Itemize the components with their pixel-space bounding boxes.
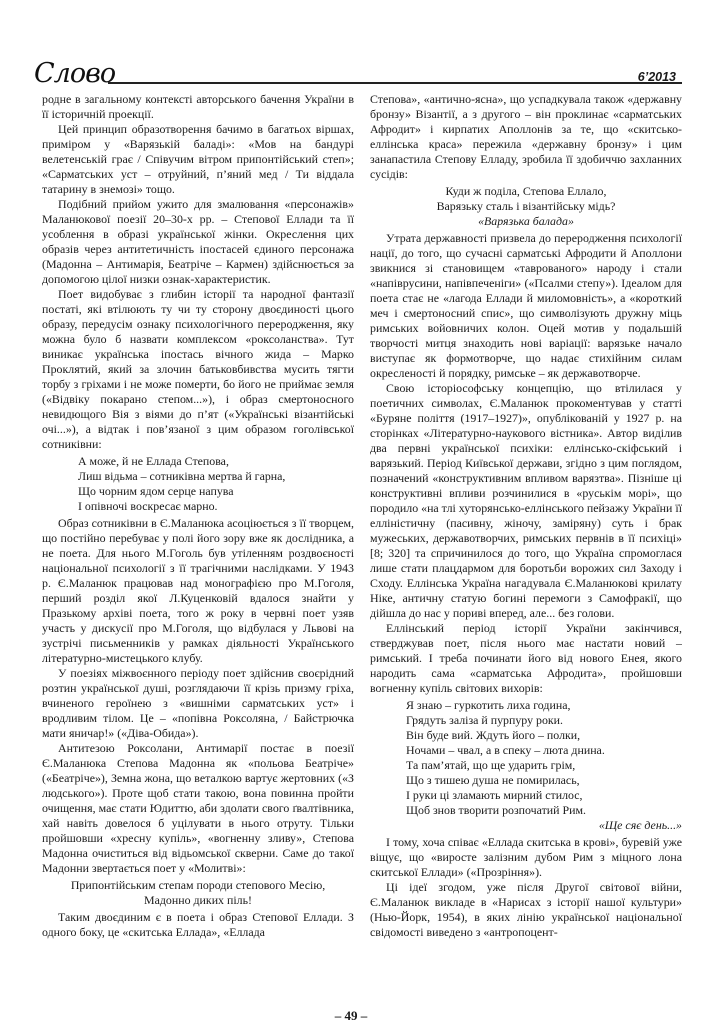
verse-line: А може, й не Еллада Степова, (78, 454, 229, 468)
verse-line: Ночами – чвал, а в спеку – люта днина. (406, 743, 605, 757)
paragraph: Поет видобуває з глибин історії та народної фантазії постаті, які втілюють ту чи ту сторону двоєдиності цього образу, передусім ознаку психологічного переродження, яку можна було б назвати комплексом «роксоланства». Тут виникає українська іпостась вічного жида – Марко Проклятий, який за злочин батьковбивства мусить тягти торбу з гріхами і не може померти, бо його не приймає земля («Відвіку покарано степом...»), і образ смертоносного невидющого Вія з віями до п’ят («Українські візантійські очі...»), а відтак і пов’язаної з цим образом гоголівської сотниківни: (42, 287, 354, 451)
page-header (30, 58, 682, 88)
verse-line: Щоб знов творити розпочатий Рим. (406, 803, 586, 817)
left-column (42, 92, 354, 992)
verse-quote (42, 454, 354, 514)
verse-line: І руки ці зламають мирний стилос, (406, 788, 583, 802)
page-number: – 49 – (334, 1008, 368, 1023)
paragraph: Степова», «антично-ясна», що успадкувала також «державну бронзу» Візантії, а з другого – він проклинає «сарматських Афродит» і кирпатих Аполлонів за те, що «скитсько-еллінська краса» пережила «державну бронзу» і цим занапастила Степову Елладу, зробила її здобиччю захланних сусідів: (370, 92, 682, 181)
verse-line: Грядуть заліза й пурпуру роки. (406, 713, 563, 727)
paragraph: Еллінський період історії України закінчився, стверджував поет, після нього має настати новий – римський. І треба починати його від нового Енея, якого народить сама «сарматська Афродита», пройшовши вогненну купіль світових вихорів: (370, 621, 682, 695)
issue-number: 6’2013 (637, 70, 676, 84)
paragraph: Таким двоєдиним є в поета і образ Степової Еллади. З одного боку, це «скитська Еллада», «Еллада (42, 910, 354, 939)
right-column (370, 92, 682, 992)
paragraph: Антитезою Роксолани, Антимарії постає в поезії Є.Маланюка Степова Мадонна як «польова Беатріче» («Беатріче»), Земна жона, що веталкою вартує жертовних («З людського»). Проте щоб стати такою, вона повинна пройти очищення, має стати Юдиттю, аби здолати свого ґвалтівника, хай навіть довелося б уцілувати в нього отруту. Тільки пройшовши «хресну купіль», «вогненну зливу», Степова Мадонна очиститься від відьомської скверни. Саме до такої Мадонни звертається поет у «Молитві»: (42, 741, 354, 875)
paragraph: Образ сотниківни в Є.Маланюка асоціюється з її творцем, що постійно перебуває у полі його зору вже як дослідника, а не поета. Для нього М.Гоголь був утіленням роздвоєності національної психології з її трагічними наслідками. У 1943 р. Є.Маланюк працював над монографією про М.Гоголя, перший розділ якої Л.Куценковій вдалося знайти у Празькому архіві поета, того ж року в червні поет узяв участь у дискусії про М.Гоголя, що відбулася у Львові на зустрічі письменників у рамках діяльності Українського літературно-мистецького клубу. (42, 516, 354, 665)
paragraph: Свою історіософську концепцію, що втілилася у поетичних символах, Є.Маланюк прокоментував у статті «Буряне поліття (1917–1927)», опублікованій у 1927 р. на сторінках «Літературно-наукового вістника». Автор виділив два первні української психіки: еллінсько-скіфський і варязький. Період Київської держави, згідно з цим поглядом, позначений «конструктивним впливом варязтва». Пізніше ці конструктивні впливи розчинилися в «руськім морі», що породило «на тлі хуторянсько-еллінського пейзажу України її елліністичну (пасивну, жіночу, заміряну) суть і брак мужеських, державотворчих, римських первнів в її психіці» [8; 320] та спричинилося до того, що Україна спромоглася лише стати плацдармом для боротьби ворожих сил Заходу і Сходу. Еллінська Україна нагадувала Є.Маланюкові крилату Ніке, античну статую богині перемоги з Самофракії, що дійшла до нас у пориві вперед, але... без голови. (370, 381, 682, 620)
paragraph: І тому, хоча співає «Еллада скитська в крові», буревій уже віщує, що «виросте залізним дубом Рим з міцного лона скитської Еллади» («Прозріння»). (370, 835, 682, 879)
verse-source: «Ще сяє день...» (598, 818, 682, 832)
paragraph: Ці ідеї згодом, уже після Другої світової війни, Є.Маланюк викладе в «Нарисах з історії нашої культури» (Нью-Йорк, 1954), в яких лінію української національної свідомості виведено з «антропоцент- (370, 880, 682, 939)
verse-line: Мадонно диких піль! (144, 893, 252, 907)
paragraph: родне в загальному контексті авторського бачення України в її історичній проекції. (42, 92, 354, 121)
verse-quote (370, 184, 682, 229)
verse-line: Припонтійським степам породи степового Месію, (70, 878, 326, 892)
paragraph: Утрата державності призвела до переродження психології нації, до того, що сучасні сарматські Афродити й Аполлони звикнися зі становищем «таврованого» народу і стали «напіврусини, напівпеченіги» («Псалми степу»). Ідеалом для поета стає не «лагода Еллади й миломовність», а «короткий меч і смертоносний спис», що символізують дружну міць римських войовничих колон. Оцей мотив у подальшій творчості митця знаходить нові варіації: варязьке начало виступає як формотворче, що надає стихійним силам окресленості й порядку, римське – як державотворче. (370, 231, 682, 380)
verse-line: Що чорним ядом серце напува (78, 484, 234, 498)
verse-quote (42, 878, 354, 908)
verse-line: Що з тишею душа не помирилась, (406, 773, 580, 787)
verse-line: Варязьку сталь і візантійську мідь? (436, 199, 616, 213)
verse-line: Та пам’ятай, що ще ударить грім, (406, 758, 576, 772)
verse-quote (370, 698, 682, 833)
paragraph: Подібний прийом ужито для змалювання «персонажів» Маланюкової поезії 20–30-х рр. – Степової Еллади та її усоблення в образі української жінки. Окреслення цих образів через антитетичність іпостасей єдиного персонажа (Мадонна – Антимарія, Беатріче – Кармен) здійснюється за допомогою цілої низки ознак-характеристик. (42, 197, 354, 286)
verse-line: Лиш відьма – сотниківна мертва й гарна, (78, 469, 286, 483)
verse-line: І опівночі воскресає марно. (78, 499, 218, 513)
verse-line: Він буде вий. Ждуть його – полки, (406, 728, 581, 742)
journal-logo: Слово (34, 58, 116, 89)
verse-line: Куди ж поділа, Степова Еллало, (445, 184, 607, 198)
paragraph: У поезіях міжвоєнного періоду поет здійснив своєрідний розтин української душі, розглядаючи її крізь призму гріха, вчиненого героїнею з «вишніми сарматських уст» і вродливим тілом. Це – «попівна Роксоляна, / Байстрючка мати яничар!» («Діва-Обида»). (42, 666, 354, 740)
header-rule (108, 82, 682, 84)
paragraph: Цей принцип образотворення бачимо в багатьох віршах, приміром у «Варязькій баладі»: «Мов на бандурі велетенській грає / Співучим вітром припонтійський степ»; «Сарматських уст – отруйний, п’яний мед / Ти віддала татарину в знемозі» тощо. (42, 122, 354, 196)
verse-source: «Варязька балада» (478, 214, 574, 228)
verse-line: Я знаю – гуркотить лиха година, (406, 698, 571, 712)
